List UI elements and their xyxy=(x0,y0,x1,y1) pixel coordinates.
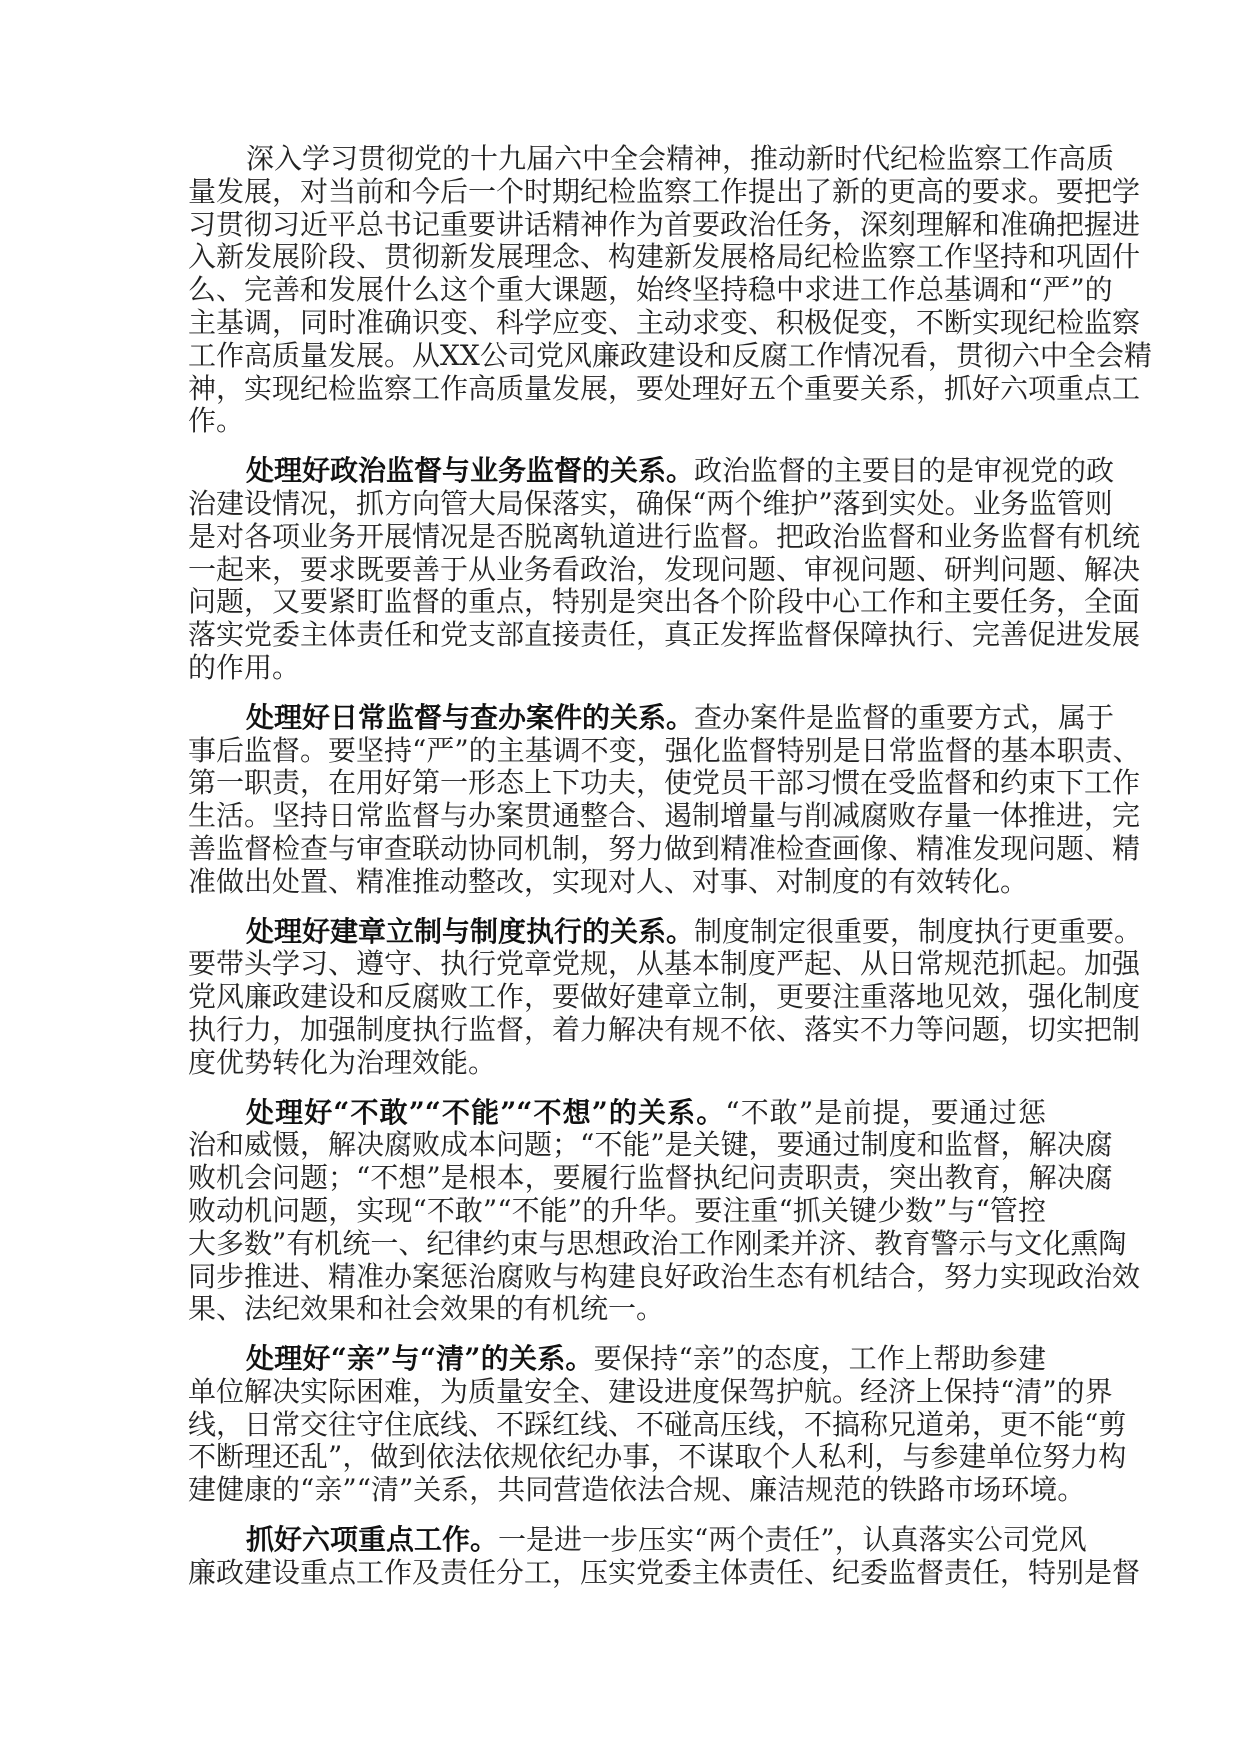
body-text: 败动机问题，实现“不敢”“不能”的升华。要注重“抓关键少数”与“管控 xyxy=(188,1193,1046,1227)
body-text: 同步推进、精准办案惩治腐败与构建良好政治生态有机结合，努力实现政治效 xyxy=(188,1259,1141,1293)
text-line xyxy=(188,454,1115,488)
body-text: 查办案件是监督的重要方式，属于 xyxy=(694,700,1115,734)
section-paragraph xyxy=(188,700,1141,899)
text-line xyxy=(188,174,1141,209)
text-line xyxy=(188,799,1141,833)
text-line xyxy=(188,405,1046,438)
text-line xyxy=(188,1293,1046,1326)
text-line xyxy=(188,1259,1141,1294)
body-text: 败机会问题；“不想”是根本，要履行监督执纪问责职责，突出教育，解决腐 xyxy=(188,1161,1113,1195)
text-line xyxy=(188,519,1141,554)
section-paragraph xyxy=(188,454,1141,685)
section-heading: 处理好日常监督与查办案件的关系。 xyxy=(246,700,695,734)
body-text: 落实党委主体责任和党支部直接责任，真正发挥监督保障执行、完善促进发展 xyxy=(188,618,1141,652)
section-paragraph xyxy=(188,1342,1127,1507)
body-text: 的作用。 xyxy=(188,650,301,684)
text-line xyxy=(188,866,1046,899)
body-text: 党风廉政建设和反腐败工作，要做好建章立制，更要注重落地见效，强化制度 xyxy=(188,980,1141,1014)
text-line xyxy=(188,1195,1046,1228)
body-text: 政治监督的主要目的是审视党的政 xyxy=(694,454,1115,488)
text-line xyxy=(188,1523,1087,1557)
section-paragraph xyxy=(188,1095,1141,1327)
body-text: 治建设情况，抓方向管大局保落实，确保“两个维护”落到实处。业务监管则 xyxy=(188,486,1113,520)
text-line xyxy=(188,947,1141,981)
body-text: 单位解决实际困难，为质量安全、建设进度保驾护航。经济上保持“清”的界 xyxy=(188,1374,1113,1408)
text-line xyxy=(188,1047,1046,1080)
body-text: 一起来，要求既要善于从业务看政治，发现问题、审视问题、研判问题、解决 xyxy=(188,552,1141,586)
body-text: “不敢”是前提，要通过惩 xyxy=(725,1095,1046,1129)
body-text: 问题，又要紧盯监督的重点，特别是突出各个阶段中心工作和主要任务，全面 xyxy=(188,585,1141,619)
body-text: 主基调，同时准确识变、科学应变、主动求变、积极促变，不断实现纪检监察 xyxy=(188,305,1141,339)
body-text: 生活。坚持日常监督与办案贯通整合、遏制增量与削减腐败存量一体推进，完 xyxy=(188,799,1141,833)
section-heading: 处理好政治监督与业务监督的关系。 xyxy=(246,454,695,488)
section-heading: 处理好建章立制与制度执行的关系。 xyxy=(246,914,695,948)
text-line xyxy=(188,585,1141,619)
text-line xyxy=(188,1226,1127,1261)
text-line xyxy=(188,1343,1046,1376)
body-text: 不断理还乱”，做到依法依规依纪办事，不谋取个人私利，与参建单位努力构 xyxy=(188,1440,1127,1474)
body-text: 习贯彻习近平总书记重要讲话精神作为首要政治任务，深刻理解和准确把握进 xyxy=(188,207,1141,241)
text-line xyxy=(188,1161,1113,1195)
body-text: 入新发展阶段、贯彻新发展理念、构建新发展格局纪检监察工作坚持和巩固什 xyxy=(188,240,1141,274)
section-paragraph xyxy=(188,914,1143,1080)
text-line xyxy=(188,1473,1086,1507)
body-text: 神，实现纪检监察工作高质量发展，要处理好五个重要关系，抓好六项重点工 xyxy=(188,371,1141,405)
body-text: 度优势转化为治理效能。 xyxy=(188,1045,497,1079)
text-line xyxy=(188,207,1141,242)
body-text: 量发展，对当前和今后一个时期纪检监察工作提出了新的更高的要求。要把学 xyxy=(188,174,1141,208)
body-text: 制度制定很重要，制度执行更重要。 xyxy=(694,914,1143,948)
text-line xyxy=(188,700,1115,735)
section-paragraph xyxy=(188,1523,1141,1590)
text-line xyxy=(188,733,1141,768)
text-line xyxy=(188,240,1141,274)
section-heading: 处理好“不敢”“不能”“不想”的关系。 xyxy=(246,1095,726,1129)
text-line xyxy=(188,1555,1141,1590)
body-text: 果、法纪效果和社会效果的有机统一。 xyxy=(188,1292,665,1326)
section-heading: 抓好六项重点工作。 xyxy=(246,1523,499,1557)
body-text: 建健康的“亲”“清”关系，共同营造依法合规、廉洁规范的铁路市场环境。 xyxy=(188,1473,1086,1507)
text-line xyxy=(188,914,1143,949)
text-line xyxy=(188,1012,1141,1047)
text-line xyxy=(188,486,1113,521)
body-text: 执行力，加强制度执行监督，着力解决有规不依、落实不力等问题，切实把制 xyxy=(188,1012,1141,1046)
text-line xyxy=(188,552,1141,587)
body-text: 是对各项业务开展情况是否脱离轨道进行监督。把政治监督和业务监督有机统 xyxy=(188,519,1141,553)
text-line xyxy=(188,273,1113,307)
text-line xyxy=(188,618,1141,652)
body-text: 一是进一步压实“两个责任”，认真落实公司党风 xyxy=(498,1523,1087,1557)
body-text: 么、完善和发展什么这个重大课题，始终坚持稳中求进工作总基调和“严”的 xyxy=(188,273,1113,307)
text-line xyxy=(188,1374,1113,1409)
body-text: 事后监督。要坚持“严”的主基调不变，强化监督特别是日常监督的基本职责、 xyxy=(188,733,1141,767)
body-text: 准做出处置、精准推动整改，实现对人、对事、对制度的有效转化。 xyxy=(188,864,1029,898)
body-text: 工作高质量发展。从XX公司党风廉政建设和反腐工作情况看，贯彻六中全会精 xyxy=(188,338,1152,372)
body-text: 廉政建设重点工作及责任分工，压实党委主体责任、纪委监督责任，特别是督 xyxy=(188,1555,1141,1589)
text-line xyxy=(188,980,1141,1014)
text-line xyxy=(188,1128,1113,1162)
text-line xyxy=(188,1440,1127,1474)
text-line xyxy=(188,766,1141,800)
body-text: 深入学习贯彻党的十九届六中全会精神，推动新时代纪检监察工作高质 xyxy=(246,142,1115,175)
body-text: 第一职责，在用好第一形态上下功夫，使党员干部习惯在受监督和约束下工作 xyxy=(188,766,1141,800)
document-page xyxy=(188,142,1152,1607)
body-text: 线，日常交往守住底线、不踩红线、不碰高压线，不搞称兄道弟，更不能“剪 xyxy=(188,1407,1127,1441)
section-heading: 处理好“亲”与“清”的关系。 xyxy=(246,1342,594,1376)
body-text: 善监督检查与审查联动协同机制，努力做到精准检查画像、精准发现问题、精 xyxy=(188,831,1141,865)
text-line xyxy=(188,142,1115,176)
text-line xyxy=(188,831,1141,866)
text-line xyxy=(188,371,1141,406)
text-line xyxy=(188,305,1141,340)
body-text: 大多数”有机统一、纪律约束与思想政治工作刚柔并济、教育警示与文化熏陶 xyxy=(188,1226,1127,1260)
text-line xyxy=(188,338,1152,373)
text-line xyxy=(188,1407,1127,1442)
body-text: 要保持“亲”的态度，工作上帮助参建 xyxy=(593,1342,1046,1376)
text-line xyxy=(188,652,1046,685)
body-text: 要带头学习、遵守、执行党章党规，从基本制度严起、从日常规范抓起。加强 xyxy=(188,947,1141,981)
body-text: 治和威慑，解决腐败成本问题；“不能”是关键，要通过制度和监督，解决腐 xyxy=(188,1128,1113,1162)
text-line xyxy=(188,1097,1046,1130)
body-text: 作。 xyxy=(188,404,245,438)
intro-paragraph xyxy=(188,142,1152,438)
